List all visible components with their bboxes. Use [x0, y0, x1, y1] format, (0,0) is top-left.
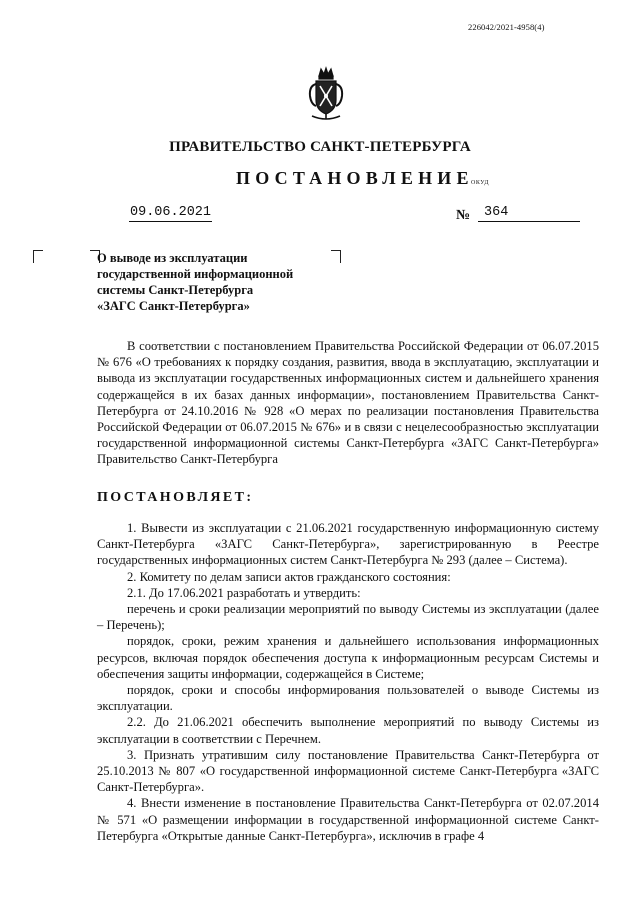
paragraph-1: 1. Вывести из эксплуатации с 21.06.2021 государственную информационную систему Санкт-Петербурга «ЗАГС Санкт-Петербурга», зарегистрированную в Реестре государственных информационных систем Санкт-Петербурга № 293 (далее – Система).	[97, 521, 599, 568]
paragraph-3: 3. Признать утратившим силу постановление Правительства Санкт-Петербурга от 25.10.2013 № 807 «О государственной информационной системе Санкт-Петербурга «ЗАГС Санкт-Петербурга».	[97, 747, 599, 795]
document-registration-number: 226042/2021-4958(4)	[468, 22, 545, 32]
paragraph-list-item: порядок, сроки и способы информирования пользователей о выводе Системы из эксплуатации.	[97, 683, 599, 714]
subject-line: О выводе из эксплуатации	[97, 251, 248, 265]
paragraph-2-2: 2.2. До 21.06.2021 обеспечить выполнение мероприятий по выводу Системы из эксплуатации в соответствии с Перечнем.	[97, 715, 599, 746]
government-title: ПРАВИТЕЛЬСТВО САНКТ-ПЕТЕРБУРГА	[169, 139, 471, 155]
subject-line: «ЗАГС Санкт-Петербурга»	[97, 299, 250, 313]
okud-label: ОКУД	[471, 180, 489, 186]
decree-body	[97, 520, 599, 844]
decree-heading: ПОСТАНОВЛЯЕТ:	[97, 490, 254, 505]
subject-line: государственной информационной	[97, 267, 294, 281]
paragraph-2: 2. Комитету по делам записи актов гражданского состояния:	[127, 569, 451, 584]
paragraph-list-item: порядок, сроки, режим хранения и дальнейшего использования информационных ресурсов, включая порядок обеспечения доступа к информационным ресурсам Системы и обеспечения защиты информации, содержащейся в Системе;	[97, 634, 599, 681]
paragraph-list-item: перечень и сроки реализации мероприятий по выводу Системы из эксплуатации (далее – Перечень);	[97, 602, 599, 633]
paragraph-2-1: 2.1. До 17.06.2021 разработать и утвердить:	[127, 585, 361, 600]
margin-corner-mark	[33, 250, 43, 263]
number-sign: №	[456, 208, 471, 223]
paragraph-4: 4. Внести изменение в постановление Правительства Санкт-Петербурга от 02.07.2014 № 571 «О размещении информации в государственной информационной системе Санкт-Петербурга «Открытые данные Санкт-Петербурга», исключив в графе 4	[97, 796, 599, 843]
subject-line: системы Санкт-Петербурга	[97, 283, 254, 297]
document-number: 364	[478, 205, 580, 222]
document-subject	[97, 250, 337, 314]
preamble-paragraph: В соответствии с постановлением Правительства Российской Федерации от 06.07.2015 № 676 «О требованиях к порядку создания, развития, ввода в эксплуатацию, эксплуатации и вывода из эксплуатации государственных информационных систем и дальнейшего хранения содержащейся в их базах данных информации», постановлением Правительства Санкт-Петербурга от 24.10.2016 № 928 «О мерах по реализации постановления Правительства Российской Федерации от 06.07.2015 № 676» и в связи с нецелесообразностью эксплуатации государственной информационной системы Санкт-Петербурга «ЗАГС Санкт-Петербурга» Правительство Санкт-Петербурга	[97, 339, 599, 467]
coat-of-arms-icon	[306, 66, 346, 122]
document-date: 09.06.2021	[130, 205, 212, 220]
document-type-title: ПОСТАНОВЛЕНИЕ	[236, 168, 474, 188]
